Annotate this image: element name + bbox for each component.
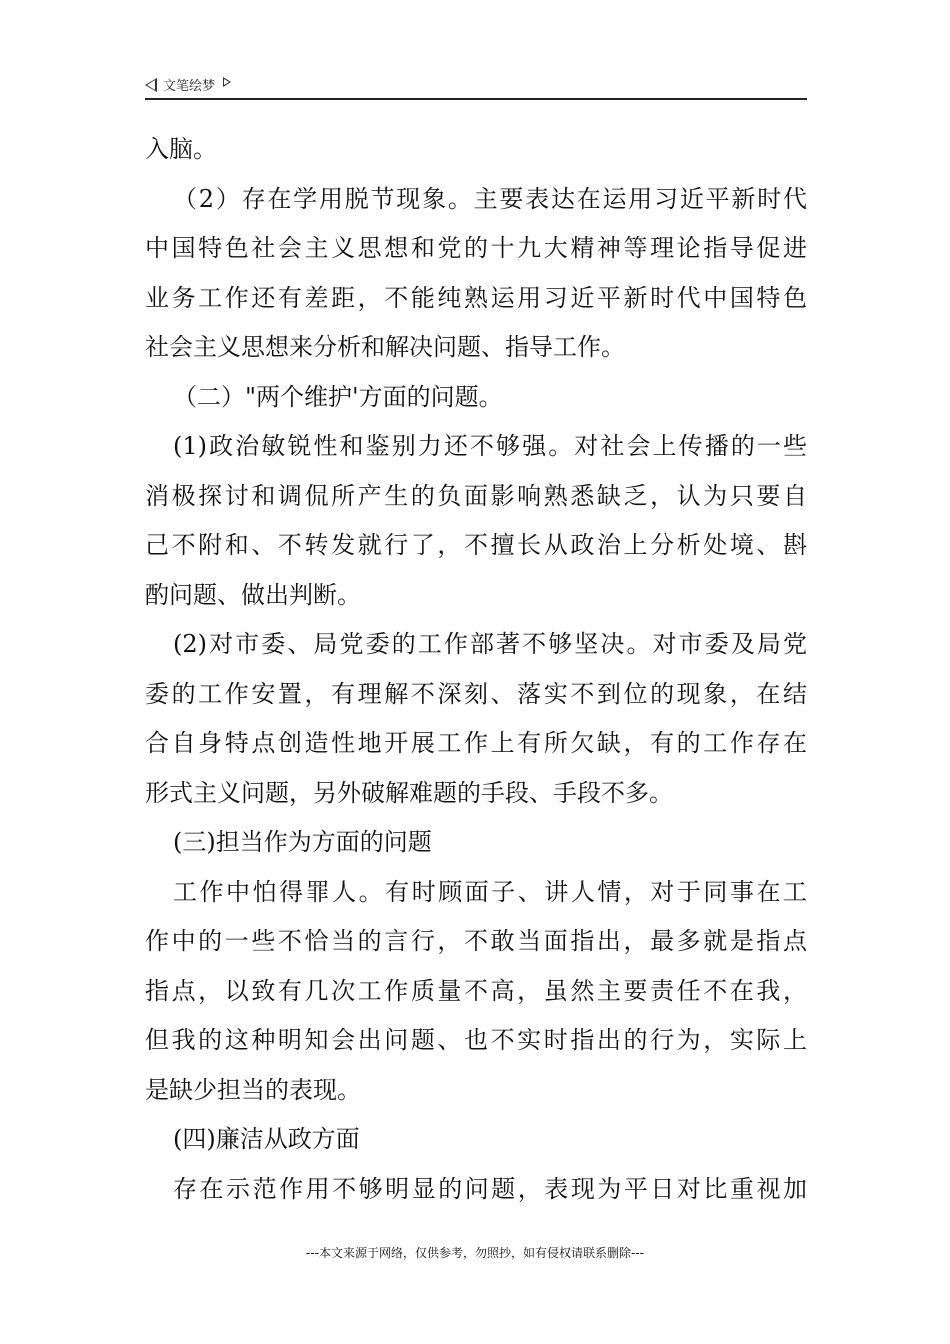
footer-notice: ---本文来源于网络，仅供参考，勿照抄，如有侵权请联系删除--- bbox=[306, 1246, 644, 1260]
header-brand bbox=[145, 75, 231, 94]
text-line: 合自身特点创造性地开展工作上有所欠缺，有的工作存在 bbox=[145, 729, 807, 757]
text-line: （二）"两个维护'方面的问题。 bbox=[173, 382, 503, 411]
text-line: 社会主义思想来分析和解决问题、指导工作。 bbox=[145, 333, 625, 361]
brand-name: 文笔绘梦 bbox=[163, 79, 216, 94]
text-line: 中国特色社会主义思想和党的十九大精神等理论指导促进 bbox=[145, 234, 807, 262]
text-line: 存在示范作用不够明显的问题，表现为平日对比重视加 bbox=[173, 1174, 807, 1203]
text-line: （2）存在学用脱节现象。主要表达在运用习近平新时代 bbox=[173, 184, 807, 213]
text-line: (2)对市委、局党委的工作部著不够坚决。对市委及局党 bbox=[173, 630, 807, 658]
text-line: 己不附和、不转发就行了，不擅长从政治上分析处境、斟 bbox=[145, 531, 807, 559]
text-line: 工作中怕得罪人。有时顾面子、讲人情，对于同事在工 bbox=[173, 877, 807, 906]
page-header bbox=[145, 72, 807, 100]
text-line: (三)担当作为方面的问题 bbox=[173, 828, 432, 856]
triangle-left-icon bbox=[145, 78, 157, 92]
text-line: 但我的这种明知会出问题、也不实时指出的行为，实际上 bbox=[145, 1026, 807, 1054]
text-line: 形式主义问题，另外破解难题的手段、手段不多。 bbox=[145, 778, 673, 807]
text-line: 作中的一些不恰当的言行，不敢当面指出，最多就是指点 bbox=[145, 927, 807, 955]
document-body bbox=[145, 125, 807, 1214]
text-line: 是缺少担当的表现。 bbox=[145, 1075, 361, 1104]
text-line: 消极探讨和调侃所产生的负面影响熟悉缺乏，认为只要自 bbox=[145, 481, 807, 510]
triangle-right-icon bbox=[223, 77, 231, 87]
text-line: 入脑。 bbox=[145, 135, 217, 163]
text-line: 酌问题、做出判断。 bbox=[145, 580, 361, 609]
text-line: 业务工作还有差距，不能纯熟运用习近平新时代中国特色 bbox=[145, 283, 807, 312]
text-line: 指点，以致有几次工作质量不高，虽然主要责任不在我， bbox=[145, 976, 807, 1005]
text-line: (四)廉洁从政方面 bbox=[173, 1125, 360, 1153]
text-line: (1)政治敏锐性和鉴别力还不够强。对社会上传播的一些 bbox=[173, 432, 807, 460]
text-line: 委的工作安置，有理解不深刻、落实不到位的现象，在结 bbox=[145, 679, 807, 708]
